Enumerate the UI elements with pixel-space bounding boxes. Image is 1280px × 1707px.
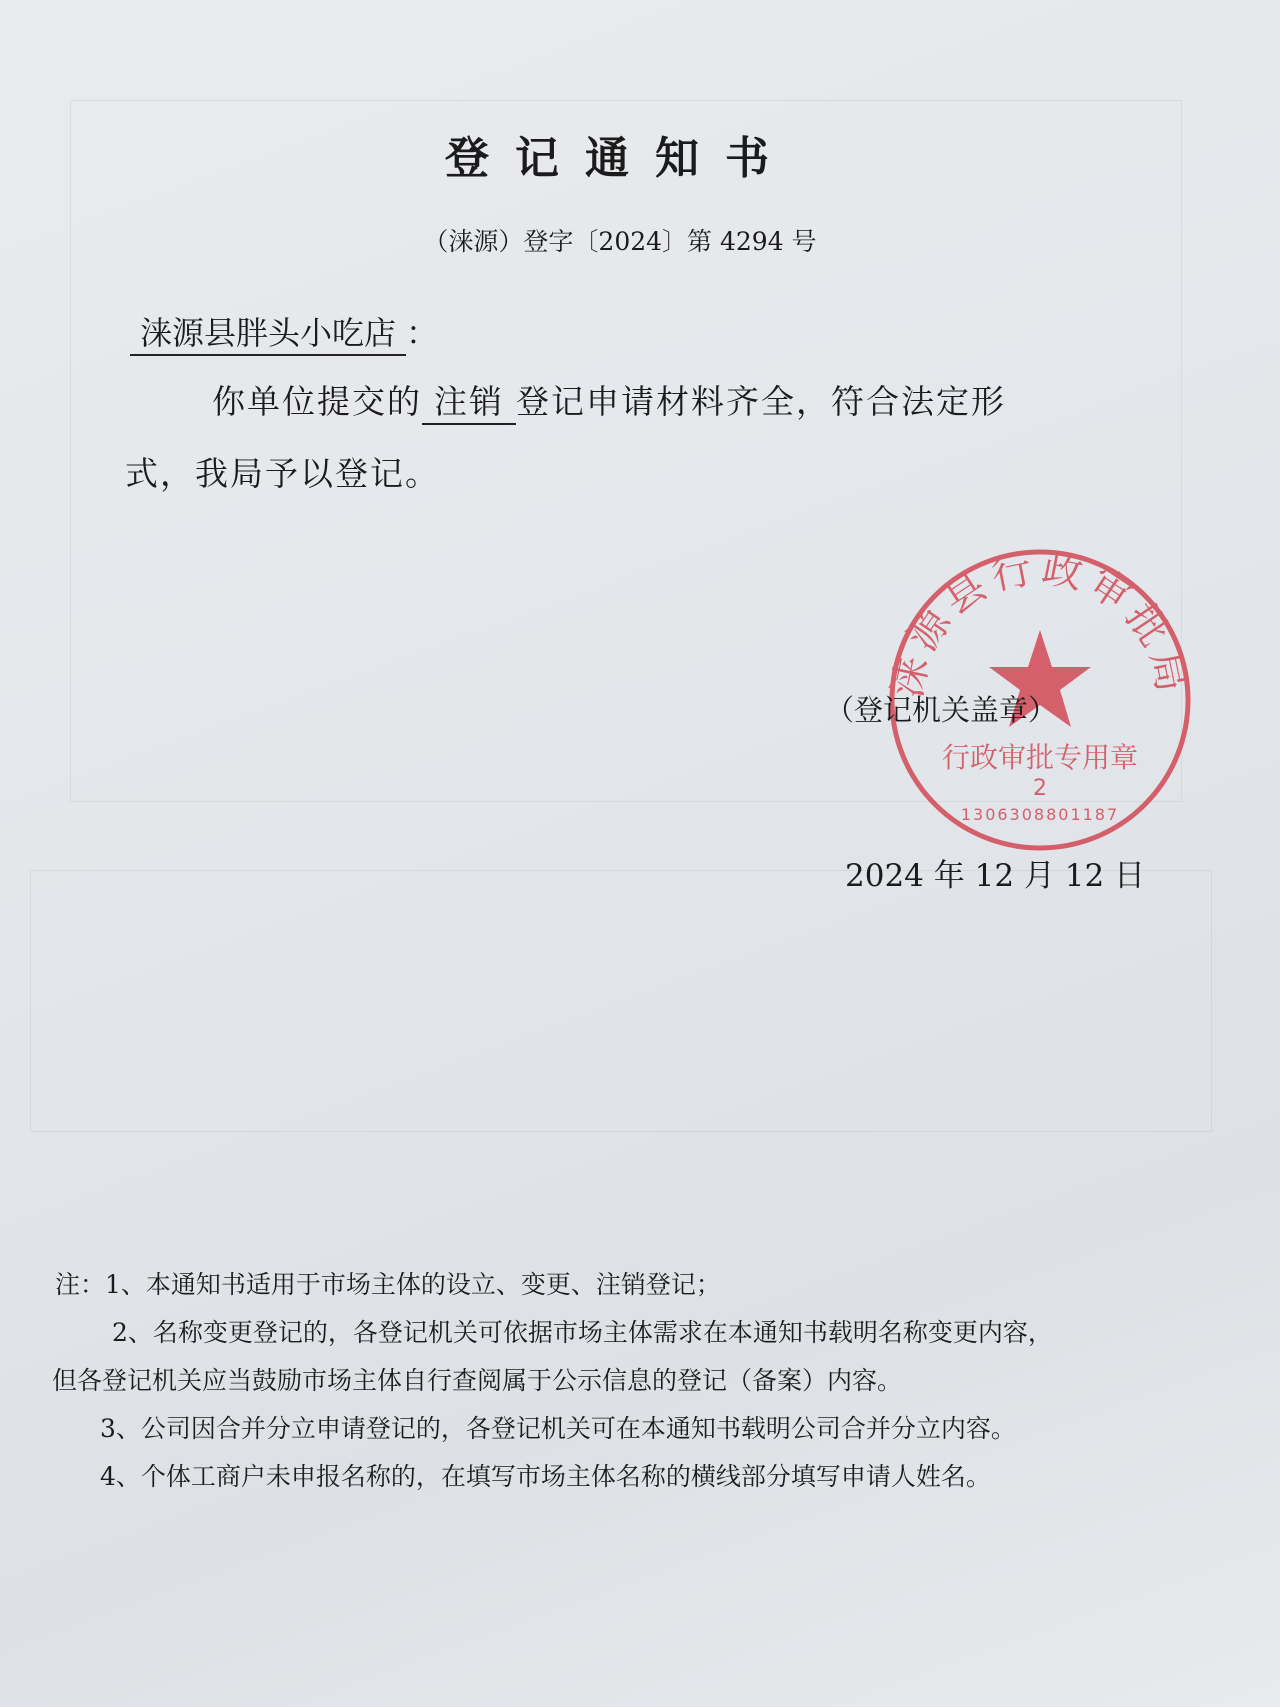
addressee (130, 308, 438, 356)
stamp-inner-text: 行政审批专用章 (941, 741, 1139, 774)
stamp-code: 1306308801187 (960, 805, 1120, 824)
body-prefix: 你单位提交的 (212, 382, 422, 421)
addressee-suffix: ： (406, 314, 439, 352)
document-number: （涞源）登字〔2024〕第 4294 号 (423, 227, 817, 256)
issue-date: 2024 年 12 月 12 日 (845, 858, 1146, 894)
note-2-cont: 但各登记机关应当鼓励市场主体自行查阅属于公示信息的登记（备案）内容。 (52, 1366, 903, 1395)
addressee-name: 涞源县胖头小吃店 (130, 308, 406, 356)
seal-label: （登记机关盖章） (825, 693, 1058, 727)
note-2: 2、名称变更登记的，各登记机关可依据市场主体需求在本通知书载明名称变更内容， (112, 1318, 1053, 1347)
stamp-number: 2 (1033, 776, 1047, 801)
show-through-table (30, 870, 1212, 1132)
note-4: 4、个体工商户未申报名称的，在填写市场主体名称的横线部分填写申请人姓名。 (100, 1462, 991, 1491)
body-suffix: 登记申请材料齐全，符合法定形 (516, 382, 1006, 421)
stamp-outer-text: 涞源县行政审批局 (885, 545, 1195, 702)
note-1: 注：1、本通知书适用于市场主体的设立、变更、注销登记； (55, 1270, 721, 1299)
body-line-1 (212, 376, 1006, 425)
note-3: 3、公司因合并分立申请登记的，各登记机关可在本通知书载明公司合并分立内容。 (100, 1414, 1016, 1443)
registration-type: 注销 (422, 376, 516, 425)
document-title: 登记通知书 (445, 133, 795, 184)
body-line-2: 式，我局予以登记。 (125, 454, 440, 493)
